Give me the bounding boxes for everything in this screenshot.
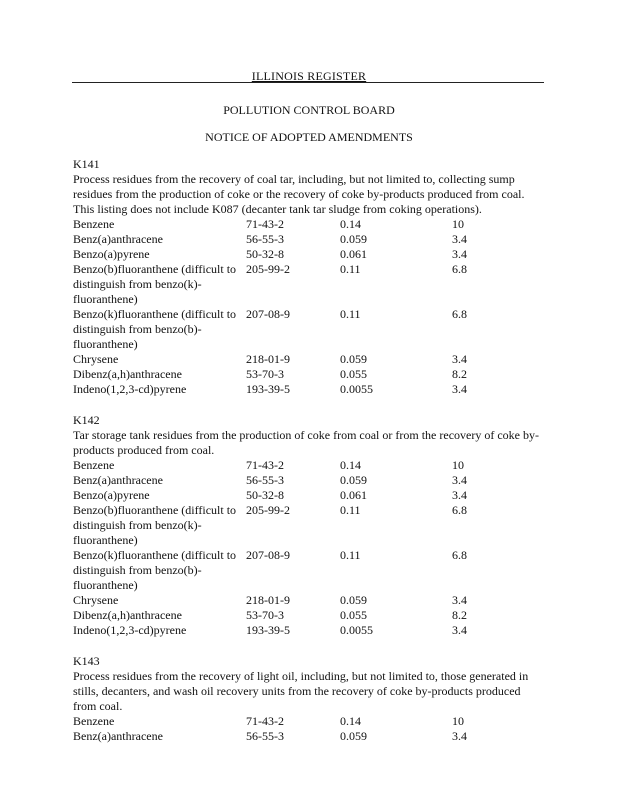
- table-row: [73, 247, 545, 262]
- table-row: [73, 232, 545, 247]
- cas-number: 56-55-3: [246, 232, 284, 246]
- wastewater-standard: 0.11: [340, 548, 361, 562]
- notice-title: NOTICE OF ADOPTED AMENDMENTS: [205, 130, 413, 144]
- constituent-name: Benzo(k)fluoranthene (difficult to distinguish from benzo(b)-fluoranthene): [73, 307, 237, 351]
- document-body: [73, 157, 545, 760]
- constituent-name: Benz(a)anthracene: [73, 232, 163, 246]
- nonwastewater-standard: 3.4: [452, 729, 467, 743]
- table-row: [73, 608, 545, 623]
- table-row: [73, 367, 545, 382]
- wastewater-standard: 0.14: [340, 458, 361, 472]
- nonwastewater-standard: 6.8: [452, 262, 467, 276]
- wastewater-standard: 0.061: [340, 247, 367, 261]
- constituent-name: Benzo(b)fluoranthene (difficult to distinguish from benzo(k)-fluoranthene): [73, 503, 237, 547]
- wastewater-standard: 0.055: [340, 367, 367, 381]
- waste-code: K141: [73, 157, 100, 171]
- nonwastewater-standard: 8.2: [452, 608, 467, 622]
- constituent-name: Benz(a)anthracene: [73, 729, 163, 743]
- waste-code: K143: [73, 654, 100, 668]
- cas-number: 205-99-2: [246, 262, 290, 276]
- table-row: [73, 593, 545, 608]
- nonwastewater-standard: 10: [452, 217, 464, 231]
- constituent-name: Indeno(1,2,3-cd)pyrene: [73, 382, 187, 396]
- wastewater-standard: 0.14: [340, 714, 361, 728]
- wastewater-standard: 0.059: [340, 232, 367, 246]
- cas-number: 56-55-3: [246, 729, 284, 743]
- cas-number: 71-43-2: [246, 458, 284, 472]
- table-row: [73, 473, 545, 488]
- constituent-name: Benzene: [73, 217, 115, 231]
- wastewater-standard: 0.059: [340, 473, 367, 487]
- cas-number: 71-43-2: [246, 217, 284, 231]
- cas-number: 71-43-2: [246, 714, 284, 728]
- table-row: [73, 623, 545, 638]
- waste-code: K142: [73, 413, 100, 427]
- constituent-name: Benzene: [73, 458, 115, 472]
- table-row: [73, 458, 545, 473]
- nonwastewater-standard: 3.4: [452, 488, 467, 502]
- nonwastewater-standard: 10: [452, 714, 464, 728]
- wastewater-standard: 0.059: [340, 352, 367, 366]
- table-row: [73, 729, 545, 744]
- waste-section: [73, 654, 545, 744]
- waste-description: Tar storage tank residues from the production of coke from coal or from the recovery of coke by-products produced from coal.: [73, 428, 539, 457]
- cas-number: 207-08-9: [246, 307, 290, 321]
- wastewater-standard: 0.11: [340, 262, 361, 276]
- wastewater-standard: 0.055: [340, 608, 367, 622]
- constituent-name: Dibenz(a,h)anthracene: [73, 608, 182, 622]
- table-row: [73, 262, 545, 307]
- table-row: [73, 488, 545, 503]
- constituent-table: [73, 458, 545, 638]
- nonwastewater-standard: 10: [452, 458, 464, 472]
- cas-number: 53-70-3: [246, 367, 284, 381]
- wastewater-standard: 0.11: [340, 307, 361, 321]
- nonwastewater-standard: 3.4: [452, 247, 467, 261]
- cas-number: 205-99-2: [246, 503, 290, 517]
- cas-number: 193-39-5: [246, 623, 290, 637]
- constituent-name: Benzo(k)fluoranthene (difficult to distinguish from benzo(b)-fluoranthene): [73, 548, 237, 592]
- wastewater-standard: 0.059: [340, 729, 367, 743]
- constituent-name: Benzo(a)pyrene: [73, 488, 150, 502]
- nonwastewater-standard: 6.8: [452, 503, 467, 517]
- cas-number: 218-01-9: [246, 352, 290, 366]
- constituent-name: Indeno(1,2,3-cd)pyrene: [73, 623, 187, 637]
- constituent-name: Benzo(b)fluoranthene (difficult to distinguish from benzo(k)-fluoranthene): [73, 262, 237, 306]
- cas-number: 50-32-8: [246, 247, 284, 261]
- constituent-table: [73, 217, 545, 397]
- nonwastewater-standard: 3.4: [452, 473, 467, 487]
- waste-description: Process residues from the recovery of coal tar, including, but not limited to, collecting sump residues from the production of coke or the recovery of coke by-products produced from coal. This listing does not include K087 (decanter tank tar sludge from coking operations).: [73, 172, 525, 216]
- wastewater-standard: 0.059: [340, 593, 367, 607]
- waste-section: [73, 157, 545, 397]
- constituent-name: Chrysene: [73, 593, 119, 607]
- cas-number: 53-70-3: [246, 608, 284, 622]
- nonwastewater-standard: 8.2: [452, 367, 467, 381]
- nonwastewater-standard: 3.4: [452, 382, 467, 396]
- register-title: ILLINOIS REGISTER: [251, 69, 367, 83]
- nonwastewater-standard: 6.8: [452, 307, 467, 321]
- nonwastewater-standard: 3.4: [452, 593, 467, 607]
- wastewater-standard: 0.0055: [340, 382, 373, 396]
- table-row: [73, 714, 545, 729]
- nonwastewater-standard: 3.4: [452, 623, 467, 637]
- cas-number: 56-55-3: [246, 473, 284, 487]
- board-title: POLLUTION CONTROL BOARD: [223, 103, 395, 117]
- constituent-name: Benzo(a)pyrene: [73, 247, 150, 261]
- wastewater-standard: 0.14: [340, 217, 361, 231]
- table-row: [73, 548, 545, 593]
- table-row: [73, 382, 545, 397]
- table-row: [73, 503, 545, 548]
- cas-number: 193-39-5: [246, 382, 290, 396]
- constituent-name: Benz(a)anthracene: [73, 473, 163, 487]
- constituent-table: [73, 714, 545, 744]
- table-row: [73, 352, 545, 367]
- wastewater-standard: 0.061: [340, 488, 367, 502]
- cas-number: 50-32-8: [246, 488, 284, 502]
- constituent-name: Benzene: [73, 714, 115, 728]
- cas-number: 218-01-9: [246, 593, 290, 607]
- wastewater-standard: 0.0055: [340, 623, 373, 637]
- table-row: [73, 217, 545, 232]
- header-rule: [72, 82, 544, 83]
- waste-description: Process residues from the recovery of light oil, including, but not limited to, those generated in stills, decanters, and wash oil recovery units from the recovery of coke by-products produced from coal.: [73, 669, 529, 713]
- constituent-name: Chrysene: [73, 352, 119, 366]
- wastewater-standard: 0.11: [340, 503, 361, 517]
- nonwastewater-standard: 3.4: [452, 352, 467, 366]
- table-row: [73, 307, 545, 352]
- nonwastewater-standard: 6.8: [452, 548, 467, 562]
- nonwastewater-standard: 3.4: [452, 232, 467, 246]
- cas-number: 207-08-9: [246, 548, 290, 562]
- constituent-name: Dibenz(a,h)anthracene: [73, 367, 182, 381]
- waste-section: [73, 413, 545, 638]
